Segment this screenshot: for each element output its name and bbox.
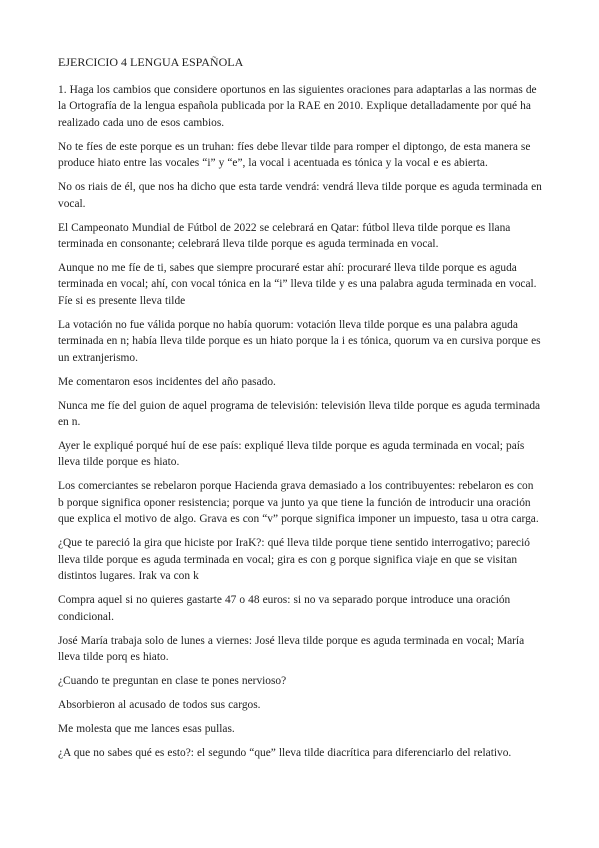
paragraph-answer-2: No os riais de él, que nos ha dicho que esta tarde vendrá: vendrá lleva tilde porque es aguda terminada en vocal. [58, 181, 542, 210]
paragraph-answer-3: El Campeonato Mundial de Fútbol de 2022 se celebrará en Qatar: fútbol lleva tilde porque es llana terminada en consonante; celebrará lleva tilde porque es aguda terminada en vocal. [58, 221, 511, 251]
paragraph-answer-13: ¿Cuando te preguntan en clase te pones nervioso? [58, 674, 287, 687]
paragraph-answer-1: No te fíes de este porque es un truhan: fíes debe llevar tilde para romper el diptongo, de esta manera se produce hiato entre las vocales “i” y “e”, la vocal i acentuada es tónica y la vocal e es abierta. [58, 140, 531, 170]
paragraph-answer-10: ¿Que te pareció la gira que hiciste por IraK?: qué lleva tilde porque tiene sentido interrogativo; pareció lleva tilde porque es aguda terminada en vocal; gira es con g porque significa viaje en que se visitan distintos lugares. Irak va con k [58, 537, 530, 583]
paragraph-answer-9: Los comerciantes se rebelaron porque Hacienda grava demasiado a los contribuyentes: rebelaron es con b porque significa oponer resistencia; porque va junto ya que tiene la función de introducir una oración que explica el motivo de algo. Grava es con “v” porque significa imponer un impuesto, tasa u otra carga. [58, 480, 539, 526]
paragraph-answer-14: Absorbieron al acusado de todos sus cargos. [58, 698, 261, 711]
paragraph-answer-16: ¿A que no sabes qué es esto?: el segundo “que” lleva tilde diacrítica para diferenciarlo del relativo. [58, 746, 512, 759]
exercise-title: EJERCICIO 4 LENGUA ESPAÑOLA [58, 55, 244, 69]
document-body [58, 55, 542, 769]
paragraph-answer-5: La votación no fue válida porque no había quorum: votación lleva tilde porque es una palabra aguda terminada en n; había lleva tilde porque es un hiato porque la i es tónica, quorum va en cursiva porque es un extranjerismo. [58, 318, 541, 364]
paragraph-instructions: 1. Haga los cambios que considere oportunos en las siguientes oraciones para adaptarlas a las normas de la Ortografía de la lengua española publicada por la RAE en 2010. Explique detalladamente por qué ha realizado cada uno de esos cambios. [58, 84, 537, 129]
paragraph-answer-11: Compra aquel si no quieres gastarte 47 o 48 euros: si no va separado porque introduce una oración condicional. [58, 594, 511, 623]
paragraph-answer-7: Nunca me fíe del guion de aquel programa de televisión: televisión lleva tilde porque es aguda terminada en n. [58, 399, 541, 429]
paragraph-answer-15: Me molesta que me lances esas pullas. [58, 722, 235, 735]
paragraph-answer-4: Aunque no me fíe de ti, sabes que siempre procuraré estar ahí: procuraré lleva tilde porque es aguda terminada en vocal; ahí, con vocal tónica en la “i” lleva tilde y es una palabra aguda terminada en vocal. Fíe si es presente lleva tilde [58, 262, 537, 307]
paragraph-answer-12: José María trabaja solo de lunes a viernes: José lleva tilde porque es aguda terminada en vocal; María lleva tilde porq es hiato. [58, 634, 525, 663]
paragraph-answer-8: Ayer le expliqué porqué huí de ese país: expliqué lleva tilde porque es aguda terminada en vocal; país lleva tilde porque es hiato. [58, 440, 525, 469]
paragraph-answer-6: Me comentaron esos incidentes del año pasado. [58, 375, 276, 388]
